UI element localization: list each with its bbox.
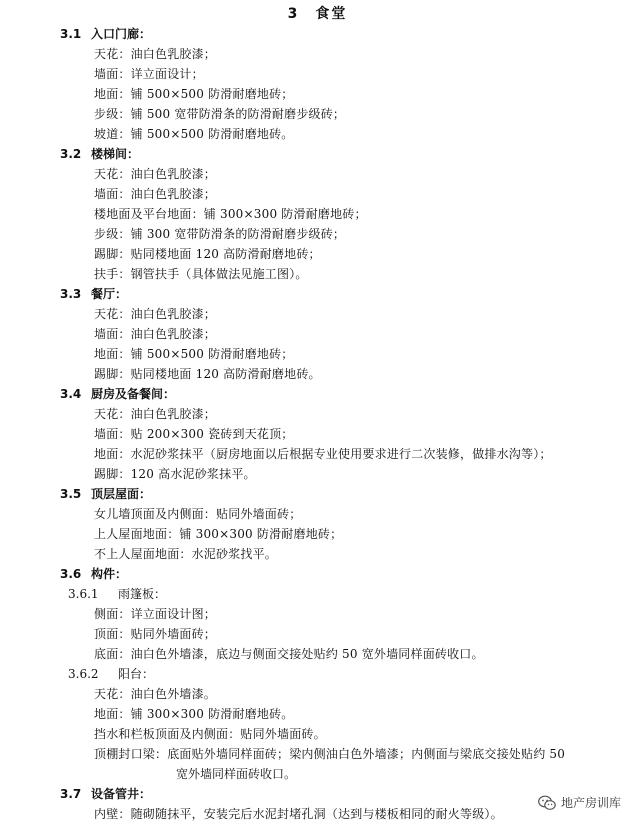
row-text: 设备管井： xyxy=(91,787,152,801)
row-text: 天花：油白色乳胶漆； xyxy=(94,307,217,321)
row-text: 厨房及备餐间： xyxy=(91,387,176,401)
spec-item xyxy=(0,504,635,524)
spec-item xyxy=(0,704,635,724)
row-text: 底面：油白色外墙漆，底边与侧面交接处贴约 50 宽外墙同样面砖收口。 xyxy=(94,647,484,661)
row-text: 墙面：贴 200×300 瓷砖到天花顶； xyxy=(94,427,294,441)
row-text: 雨篷板： xyxy=(118,587,167,601)
spec-item xyxy=(0,644,635,664)
section-heading xyxy=(0,24,635,44)
row-text: 地面：铺 300×300 防滑耐磨地砖。 xyxy=(94,707,294,721)
section-heading xyxy=(0,144,635,164)
spec-item xyxy=(0,104,635,124)
spec-item xyxy=(0,224,635,244)
row-text: 不上人屋面地面：水泥砂浆找平。 xyxy=(94,547,278,561)
spec-item xyxy=(0,424,635,444)
row-text: 步级：铺 500 宽带防滑条的防滑耐磨步级砖； xyxy=(94,107,346,121)
spec-item xyxy=(0,164,635,184)
row-text: 踢脚：贴同楼地面 120 高防滑耐磨地砖。 xyxy=(94,367,321,381)
row-text: 上人屋面地面：铺 300×300 防滑耐磨地砖； xyxy=(94,527,343,541)
row-text: 天花：油白色乳胶漆； xyxy=(94,47,217,61)
row-text: 餐厅： xyxy=(91,287,128,301)
section-number: 3.3 xyxy=(60,287,82,301)
spec-item xyxy=(0,204,635,224)
spec-item xyxy=(0,444,635,464)
spec-item xyxy=(0,44,635,64)
section-heading xyxy=(0,564,635,584)
section-number: 3.6 xyxy=(60,567,82,581)
section-heading xyxy=(0,484,635,504)
row-text: 内壁：随砌随抹平，安装完后水泥封堵孔洞（达到与楼板相同的耐火等级）。 xyxy=(94,807,503,821)
watermark-text: 地产房训库 xyxy=(560,796,621,810)
row-text: 扶手：钢管扶手（具体做法见施工图）。 xyxy=(94,267,308,281)
row-text: 墙面：油白色乳胶漆； xyxy=(94,327,217,341)
row-text: 顶面：贴同外墙面砖； xyxy=(94,627,217,641)
spec-item xyxy=(0,84,635,104)
section-number: 3.6.2 xyxy=(68,667,99,681)
row-text: 女儿墙顶面及内侧面：贴同外墙面砖； xyxy=(94,507,302,521)
spec-item-continuation xyxy=(0,764,635,784)
row-text: 侧面：详立面设计图； xyxy=(94,607,217,621)
spec-item xyxy=(0,364,635,384)
spec-item xyxy=(0,624,635,644)
row-text: 顶棚封口梁：底面贴外墙同样面砖；梁内侧油白色外墙漆；内侧面与梁底交接处贴约 50 xyxy=(94,747,566,761)
spec-item xyxy=(0,64,635,84)
row-text: 天花：油白色外墙漆。 xyxy=(94,687,217,701)
section-number: 3.4 xyxy=(60,387,82,401)
row-text: 构件： xyxy=(91,567,128,581)
spec-item xyxy=(0,344,635,364)
section-heading xyxy=(0,384,635,404)
section-number: 3.6.1 xyxy=(68,587,99,601)
row-text: 踢脚：贴同楼地面 120 高防滑耐磨地砖； xyxy=(94,247,321,261)
section-number: 3.1 xyxy=(60,27,82,41)
subsection-heading xyxy=(0,664,635,684)
spec-item xyxy=(0,684,635,704)
spec-item xyxy=(0,264,635,284)
subsection-heading xyxy=(0,584,635,604)
row-text: 楼地面及平台地面：铺 300×300 防滑耐磨地砖； xyxy=(94,207,367,221)
section-number: 3.5 xyxy=(60,487,82,501)
spec-item xyxy=(0,744,635,764)
spec-item xyxy=(0,604,635,624)
spec-item xyxy=(0,324,635,344)
section-heading xyxy=(0,284,635,304)
row-text: 天花：油白色乳胶漆； xyxy=(94,167,217,181)
spec-item xyxy=(0,404,635,424)
spec-item xyxy=(0,724,635,744)
row-text: 顶层屋面： xyxy=(91,487,152,501)
spec-item xyxy=(0,544,635,564)
spec-item xyxy=(0,304,635,324)
row-text: 步级：铺 300 宽带防滑条的防滑耐磨步级砖； xyxy=(94,227,346,241)
spec-item xyxy=(0,124,635,144)
spec-item xyxy=(0,184,635,204)
spec-item xyxy=(0,524,635,544)
row-text: 宽外墙同样面砖收口。 xyxy=(176,767,297,781)
row-text: 入口门廊： xyxy=(91,27,152,41)
section-number: 3.2 xyxy=(60,147,82,161)
section-number: 3.7 xyxy=(60,787,82,801)
row-text: 地面：铺 500×500 防滑耐磨地砖； xyxy=(94,87,294,101)
row-text: 踢脚：120 高水泥砂浆抹平。 xyxy=(94,467,256,481)
spec-item xyxy=(0,244,635,264)
row-text: 墙面：油白色乳胶漆； xyxy=(94,187,217,201)
page-title: 3 食堂 xyxy=(287,6,348,22)
row-text: 坡道：铺 500×500 防滑耐磨地砖。 xyxy=(94,127,294,141)
row-text: 地面：水泥砂浆抹平（厨房地面以后根据专业使用要求进行二次装修，做排水沟等）； xyxy=(94,447,552,461)
watermark xyxy=(536,794,623,811)
row-text: 天花：油白色乳胶漆； xyxy=(94,407,217,421)
row-text: 阳台： xyxy=(118,667,155,681)
wechat-icon xyxy=(538,795,556,811)
row-text: 楼梯间： xyxy=(91,147,140,161)
document-body xyxy=(0,24,635,824)
spec-item xyxy=(0,464,635,484)
row-text: 墙面：详立面设计； xyxy=(94,67,204,81)
row-text: 地面：铺 500×500 防滑耐磨地砖； xyxy=(94,347,294,361)
row-text: 挡水和栏板顶面及内侧面：贴同外墙面砖。 xyxy=(94,727,326,741)
